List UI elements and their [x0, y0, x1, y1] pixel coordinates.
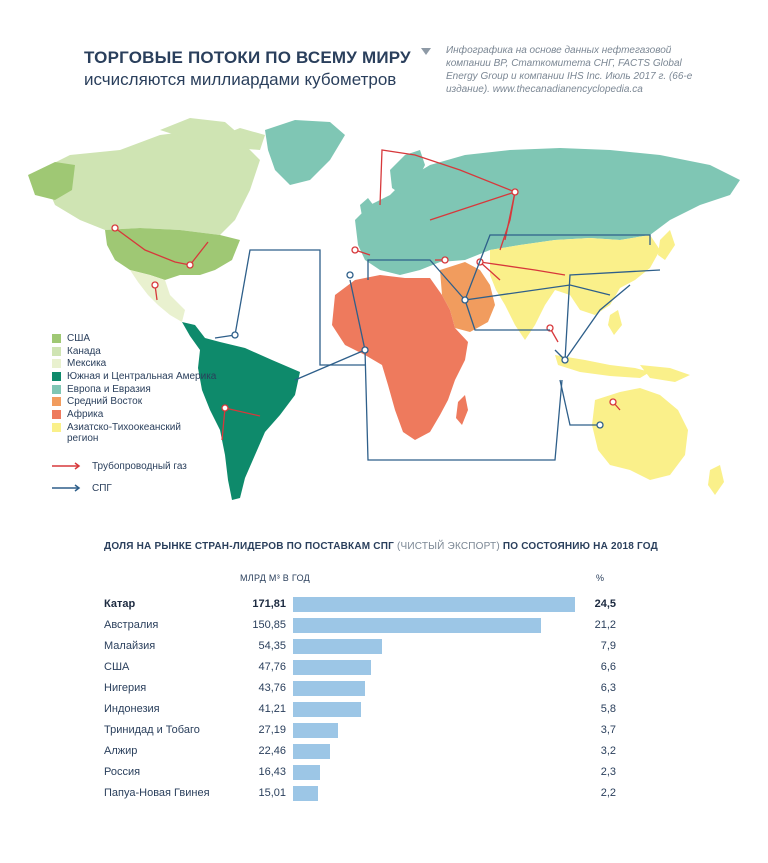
bar-percent-label: 2,3: [600, 766, 616, 778]
page-subtitle: исчисляются миллиардами кубометров: [84, 70, 397, 89]
bar-percent-label: 5,8: [600, 703, 616, 715]
table-row: [0, 721, 768, 741]
legend-label: Средний Восток: [67, 396, 143, 408]
bar-percent-label: 3,7: [600, 724, 616, 736]
table-row: [0, 616, 768, 636]
bar-category-label: Алжир: [104, 745, 138, 757]
table-row: [0, 700, 768, 720]
bar: [293, 723, 338, 738]
bar-value-label: 15,01: [258, 787, 286, 799]
table-row: [0, 658, 768, 678]
legend-label: Мексика: [67, 358, 107, 370]
bar-value-label: 27,19: [258, 724, 286, 736]
bar-category-label: Индонезия: [104, 703, 160, 715]
bar-value-label: 150,85: [252, 619, 286, 631]
source-note: Инфографика на основе данных нефтегазовой компании BP, Статкомитета СНГ, FACTS Global Energy Group и компании IHS Inc. Июль 2017 г. (66-е издание). www.thecanadianencyclopedia.ca: [446, 45, 693, 95]
value-column-header: МЛРД М³ В ГОД: [240, 573, 311, 583]
flow-label: Трубопроводный газ: [92, 460, 187, 472]
legend-label: Азиатско-Тихоокеанский регион: [67, 421, 181, 444]
bar-value-label: 54,35: [258, 640, 286, 652]
bar-percent-label: 3,2: [600, 745, 616, 757]
percent-column-header: %: [596, 573, 605, 583]
bar: [293, 597, 575, 612]
bar: [293, 786, 318, 801]
legend-label: Канада: [67, 345, 101, 357]
bar: [293, 744, 330, 759]
bar-value-label: 171,81: [252, 598, 286, 610]
bar-percent-label: 24,5: [594, 598, 616, 610]
bar: [293, 639, 382, 654]
bar: [293, 618, 541, 633]
chart-title-main: ДОЛЯ НА РЫНКЕ СТРАН-ЛИДЕРОВ ПО ПОСТАВКАМ СПГ: [104, 541, 394, 552]
bar-category-label: Папуа-Новая Гвинея: [104, 787, 210, 799]
legend-label: Европа и Евразия: [67, 383, 151, 395]
legend-label: США: [67, 333, 91, 344]
bar-category-label: Австралия: [104, 619, 159, 631]
table-row: [0, 763, 768, 783]
bar-value-label: 41,21: [258, 703, 286, 715]
legend-label: Африка: [67, 409, 104, 421]
legend-label: Южная и Центральная Америка: [67, 371, 217, 383]
bar-category-label: Катар: [104, 598, 136, 610]
table-row: [0, 742, 768, 762]
table-row: [0, 595, 768, 615]
bar-category-label: Тринидад и Тобаго: [104, 724, 200, 736]
bar-percent-label: 6,3: [600, 682, 616, 694]
bar-category-label: Нигерия: [104, 682, 147, 694]
bar-category-label: Россия: [104, 766, 141, 778]
table-row: [0, 784, 768, 804]
chart-title-note: (ЧИСТЫЙ ЭКСПОРТ): [396, 541, 500, 552]
table-row: [0, 637, 768, 657]
bar-category-label: Малайзия: [104, 640, 156, 652]
bar-percent-label: 6,6: [600, 661, 616, 673]
bar-percent-label: 2,2: [600, 787, 616, 799]
bar: [293, 660, 371, 675]
bar-value-label: 22,46: [258, 745, 286, 757]
table-row: [0, 679, 768, 699]
bar-category-label: США: [104, 661, 130, 673]
bar-percent-label: 7,9: [600, 640, 616, 652]
bar-value-label: 47,76: [258, 661, 286, 673]
bar: [293, 702, 361, 717]
bar: [293, 681, 365, 696]
flow-label: СПГ: [92, 482, 112, 494]
page-title: ТОРГОВЫЕ ПОТОКИ ПО ВСЕМУ МИРУ: [84, 48, 411, 67]
bar-value-label: 43,76: [258, 682, 286, 694]
bar: [293, 765, 320, 780]
bar-percent-label: 21,2: [594, 619, 616, 631]
bar-value-label: 16,43: [258, 766, 286, 778]
chart-title-suffix: ПО СОСТОЯНИЮ НА 2018 ГОД: [502, 541, 658, 552]
